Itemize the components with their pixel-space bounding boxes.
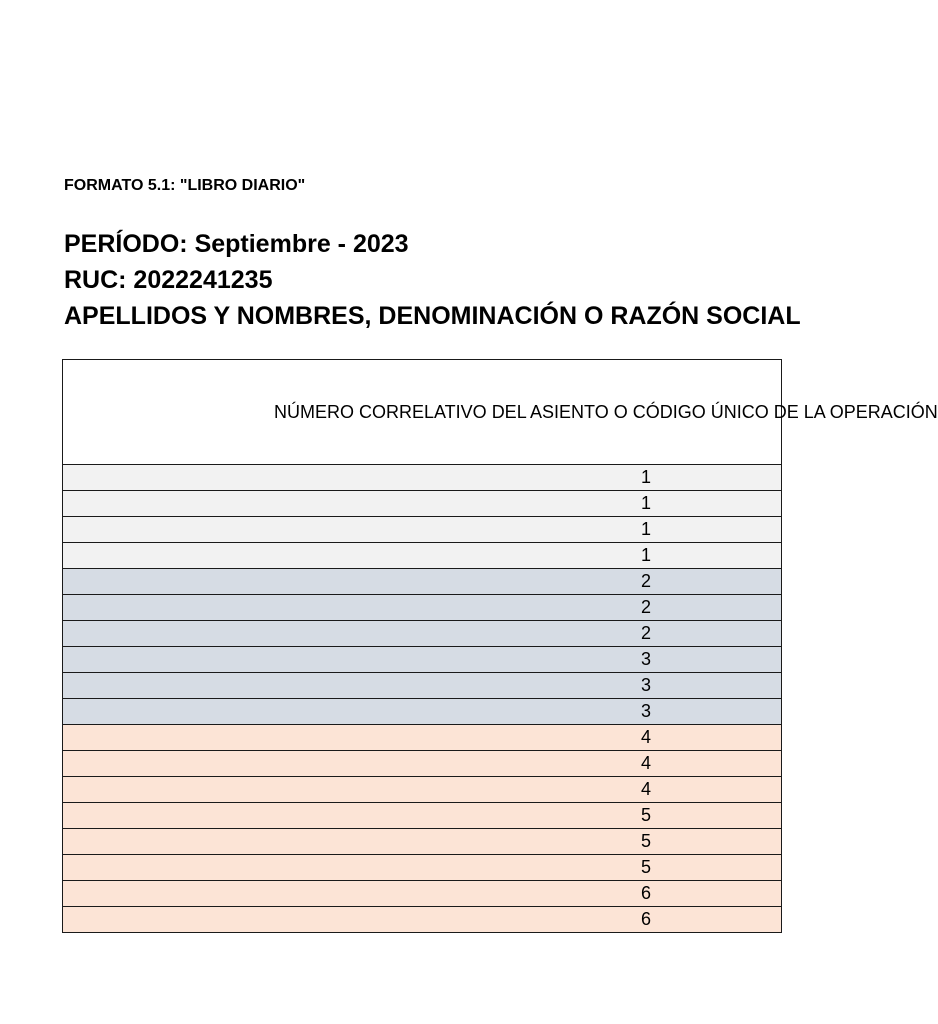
entry-number-column-header: NÚMERO CORRELATIVO DEL ASIENTO O CÓDIGO ÚNICO DE LA OPERACIÓN <box>63 360 782 465</box>
entry-number-cell: 2 <box>63 595 782 621</box>
table-row <box>63 543 782 569</box>
table-row <box>63 673 782 699</box>
format-title: FORMATO 5.1: "LIBRO DIARIO" <box>64 177 306 194</box>
entry-number-cell: 1 <box>63 543 782 569</box>
table-row <box>63 595 782 621</box>
entry-number-cell: 4 <box>63 725 782 751</box>
table-row <box>63 621 782 647</box>
entry-number-cell: 4 <box>63 751 782 777</box>
table-row <box>63 517 782 543</box>
table-row <box>63 725 782 751</box>
table-row <box>63 699 782 725</box>
table-row <box>63 803 782 829</box>
table-row <box>63 907 782 933</box>
table-row <box>63 855 782 881</box>
table-row <box>63 491 782 517</box>
journal-table <box>62 359 938 933</box>
table-header-row <box>63 360 782 465</box>
entry-number-cell: 3 <box>63 673 782 699</box>
entry-number-cell: 5 <box>63 829 782 855</box>
entry-number-cell: 1 <box>63 517 782 543</box>
table-row <box>63 569 782 595</box>
entry-number-cell: 2 <box>63 621 782 647</box>
entry-number-cell: 5 <box>63 803 782 829</box>
entry-number-cell: 5 <box>63 855 782 881</box>
entry-number-cell: 6 <box>63 881 782 907</box>
entry-number-cell: 1 <box>63 491 782 517</box>
entry-number-cell: 3 <box>63 647 782 673</box>
table-row <box>63 647 782 673</box>
table-row <box>63 777 782 803</box>
document-header <box>64 176 801 334</box>
entry-number-cell: 1 <box>63 465 782 491</box>
table-row <box>63 751 782 777</box>
table-row <box>63 465 782 491</box>
table-row <box>63 881 782 907</box>
company-name-line: APELLIDOS Y NOMBRES, DENOMINACIÓN O RAZÓN SOCIAL <box>64 302 801 330</box>
table-body <box>63 465 782 933</box>
entry-number-cell: 3 <box>63 699 782 725</box>
period-line: PERÍODO: Septiembre - 2023 <box>64 230 409 258</box>
table-row <box>63 829 782 855</box>
entry-number-cell: 4 <box>63 777 782 803</box>
entry-number-cell: 2 <box>63 569 782 595</box>
entry-number-cell: 6 <box>63 907 782 933</box>
ruc-line: RUC: 2022241235 <box>64 266 273 294</box>
